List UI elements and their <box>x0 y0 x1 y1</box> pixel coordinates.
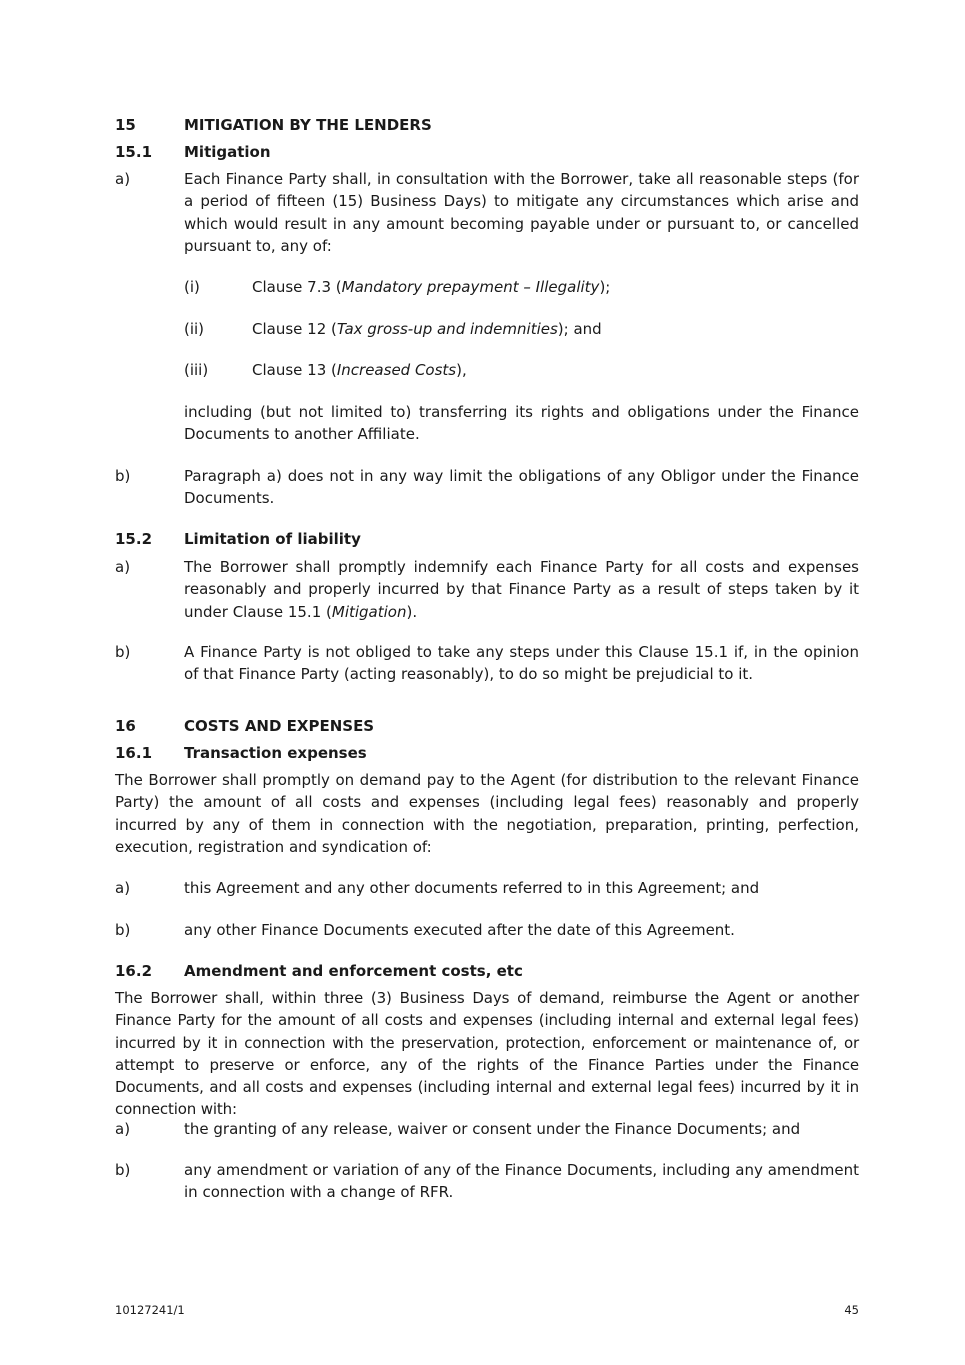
clause-16-2-a-label: a) <box>115 1120 131 1138</box>
clause-16-1-title: Transaction expenses <box>184 744 367 762</box>
clause-15-1-title: Mitigation <box>184 143 271 161</box>
section-15-title: MITIGATION BY THE LENDERS <box>184 116 432 134</box>
section-15-number: 15 <box>115 116 136 134</box>
item-ii-label: (ii) <box>184 320 205 338</box>
clause-16-1-b-label: b) <box>115 921 131 939</box>
clause-15-2-title: Limitation of liability <box>184 530 361 548</box>
clause-16-1-a-label: a) <box>115 879 131 897</box>
clause-16-2-text: The Borrower shall, within three (3) Business Days of demand, reimburse the Agent or another Finance Party for the amount of all costs and expenses (including internal and external legal fees) incurred by it in connection with the preservation, protection, enforcement or maintenance of, or attempt to preserve or enforce, any of the rights of the Finance Parties under the Finance Documents, and all costs and expenses (including internal and external legal fees) incurred by it in connection with: <box>115 989 859 1119</box>
clause-16-2-a-text: the granting of any release, waiver or consent under the Finance Documents; and <box>184 1120 801 1138</box>
clause-16-2-title: Amendment and enforcement costs, etc <box>184 962 523 980</box>
clause-15-1-a-label: a) <box>115 170 131 188</box>
clause-16-2-b-label: b) <box>115 1161 131 1179</box>
footer-document-reference: 10127241/1 <box>115 1303 185 1317</box>
clause-15-1-a-continuation: including (but not limited to) transferring its rights and obligations under the Finance Documents to another Affiliate. <box>184 403 859 444</box>
clause-15-2-b-text: A Finance Party is not obliged to take any steps under this Clause 15.1 if, in the opinion of that Finance Party (acting reasonably), to do so might be prejudicial to it. <box>184 643 859 684</box>
footer-page-number: 45 <box>844 1303 859 1317</box>
clause-15-2-a-label: a) <box>115 558 131 576</box>
clause-15-1-b-text: Paragraph a) does not in any way limit the obligations of any Obligor under the Finance Documents. <box>184 467 859 508</box>
item-ii-text: Clause 12 (Tax gross-up and indemnities); and <box>252 320 602 338</box>
clause-15-2-number: 15.2 <box>115 530 153 548</box>
item-iii-text: Clause 13 (Increased Costs), <box>252 361 467 379</box>
item-i-label: (i) <box>184 278 200 296</box>
section-16-title: COSTS AND EXPENSES <box>184 717 375 735</box>
clause-16-1-a-text: this Agreement and any other documents referred to in this Agreement; and <box>184 879 760 897</box>
clause-16-2-b-text: any amendment or variation of any of the Finance Documents, including any amendment in connection with a change of RFR. <box>184 1161 859 1202</box>
section-16-number: 16 <box>115 717 136 735</box>
item-i-text: Clause 7.3 (Mandatory prepayment – Illegality); <box>252 278 611 296</box>
clause-16-1-b-text: any other Finance Documents executed after the date of this Agreement. <box>184 921 735 939</box>
clause-15-1-number: 15.1 <box>115 143 153 161</box>
clause-15-2-b-label: b) <box>115 643 131 661</box>
clause-15-2-a-text: The Borrower shall promptly indemnify each Finance Party for all costs and expenses reasonably and properly incurred by that Finance Party as a result of steps taken by it under Clause 15.1 (Mitigation). <box>184 558 859 621</box>
item-iii-label: (iii) <box>184 361 209 379</box>
clause-15-1-a-text: Each Finance Party shall, in consultation with the Borrower, take all reasonable steps (for a period of fifteen (15) Business Days) to mitigate any circumstances which arise and which would result in any amount becoming payable under or pursuant to, or cancelled pursuant to, any of: <box>184 170 859 255</box>
clause-16-2-number: 16.2 <box>115 962 153 980</box>
clause-16-1-text: The Borrower shall promptly on demand pay to the Agent (for distribution to the relevant Finance Party) the amount of all costs and expenses (including legal fees) reasonably and properly incurred by any of them in connection with the negotiation, preparation, printing, perfection, execution, registration and syndication of: <box>115 771 859 856</box>
clause-16-1-number: 16.1 <box>115 744 153 762</box>
clause-15-1-b-label: b) <box>115 467 131 485</box>
